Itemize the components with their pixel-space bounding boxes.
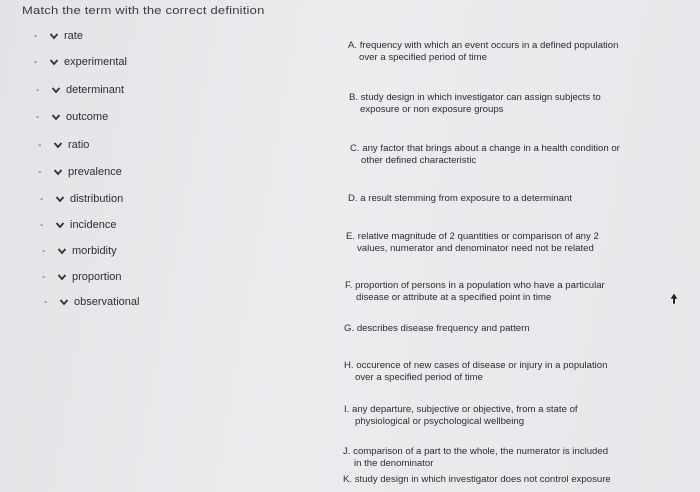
definition-line: values, numerator and denominator need not be related [357,243,594,254]
term-label: experimental [64,56,127,68]
definition-line: proportion of persons in a population who have a particular [355,280,605,291]
term-row-experimental [34,53,127,71]
dash: - [34,56,38,68]
term-label: determinant [66,84,125,96]
definition-letter: F. [345,280,353,291]
definition-i [344,404,674,428]
term-label: observational [74,296,140,308]
definition-j [343,446,673,470]
term-label: distribution [70,193,124,205]
dash: - [36,84,40,96]
chevron-down-icon [52,166,64,178]
term-select-morbidity[interactable] [56,245,117,257]
definition-letter: D. [348,193,358,204]
definition-d [348,193,678,205]
chevron-down-icon [48,56,60,68]
chevron-down-icon [54,193,66,205]
chevron-down-icon [54,219,66,231]
definition-line: exposure or non exposure groups [360,104,504,115]
term-row-observational [44,293,139,311]
definition-line: study design in which investigator can assign subjects to [360,92,601,103]
instruction-text: Match the term with the correct definition [22,4,265,17]
definition-letter: K. [343,474,353,485]
dash: - [36,111,40,123]
definition-line: a result stemming from exposure to a determinant [360,193,572,204]
chevron-down-icon [56,245,68,257]
mouse-pointer-icon [668,292,680,306]
term-row-determinant [36,81,124,99]
term-row-proportion [42,268,122,286]
chevron-down-icon [58,296,70,308]
definition-line: any factor that brings about a change in a health condition or [362,143,620,154]
dash: - [38,139,42,151]
term-select-incidence[interactable] [54,219,116,231]
definition-g [344,323,674,335]
term-select-outcome[interactable] [50,111,108,123]
term-row-incidence [40,216,116,234]
term-select-prevalence[interactable] [52,166,122,178]
chevron-down-icon [50,84,62,96]
dash: - [40,219,44,231]
definition-line: physiological or psychological wellbeing [355,416,525,427]
definition-k [343,474,673,486]
definition-h [344,360,674,384]
term-label: ratio [68,139,90,151]
definition-letter: A. [348,40,358,51]
dash: - [38,166,42,178]
definition-line: in the denominator [354,458,434,469]
term-select-observational[interactable] [58,296,139,308]
chevron-down-icon [52,139,64,151]
chevron-down-icon [56,271,68,283]
term-row-prevalence [38,163,122,181]
definition-line: any departure, subjective or objective, from a state of [352,404,578,415]
definition-line: describes disease frequency and pattern [356,323,530,334]
term-label: rate [64,30,83,42]
definition-b [349,92,679,116]
definition-letter: C. [350,143,360,154]
term-select-ratio[interactable] [52,139,89,151]
definition-e [346,231,676,255]
dash: - [34,30,38,42]
term-select-determinant[interactable] [50,84,124,96]
definition-line: comparison of a part to the whole, the numerator is included [353,446,609,457]
chevron-down-icon [48,30,60,42]
term-label: morbidity [72,245,117,257]
term-row-rate [34,27,83,45]
term-row-ratio [38,136,89,154]
dash: - [40,193,44,205]
definition-line: over a specified period of time [355,372,483,383]
definition-line: study design in which investigator does not control exposure [354,474,611,485]
definition-line: over a specified period of time [359,52,487,63]
definition-line: relative magnitude of 2 quantities or comparison of any 2 [357,231,599,242]
term-label: proportion [72,271,122,283]
term-label: outcome [66,111,109,123]
definition-letter: G. [344,323,355,334]
term-label: incidence [70,219,117,231]
dash: - [44,296,48,308]
dash: - [42,245,46,257]
definition-line: other defined characteristic [361,155,477,166]
term-label: prevalence [68,166,122,178]
definition-line: disease or attribute at a specified point in time [356,292,552,303]
term-row-morbidity [42,242,117,260]
dash: - [42,271,46,283]
term-select-distribution[interactable] [54,193,123,205]
definition-line: frequency with which an event occurs in a defined population [359,40,619,51]
definition-letter: H. [344,360,354,371]
definition-c [350,143,680,167]
term-row-outcome [36,108,108,126]
definition-f [345,280,675,304]
term-select-proportion[interactable] [56,271,122,283]
term-select-rate[interactable] [48,30,83,42]
chevron-down-icon [50,111,62,123]
definition-letter: B. [349,92,359,103]
term-row-distribution [40,190,123,208]
definition-letter: J. [343,446,351,457]
definition-letter: E. [346,231,356,242]
definition-line: occurence of new cases of disease or injury in a population [356,360,608,371]
term-select-experimental[interactable] [48,56,127,68]
definition-letter: I. [344,404,350,415]
definition-a [348,40,678,64]
